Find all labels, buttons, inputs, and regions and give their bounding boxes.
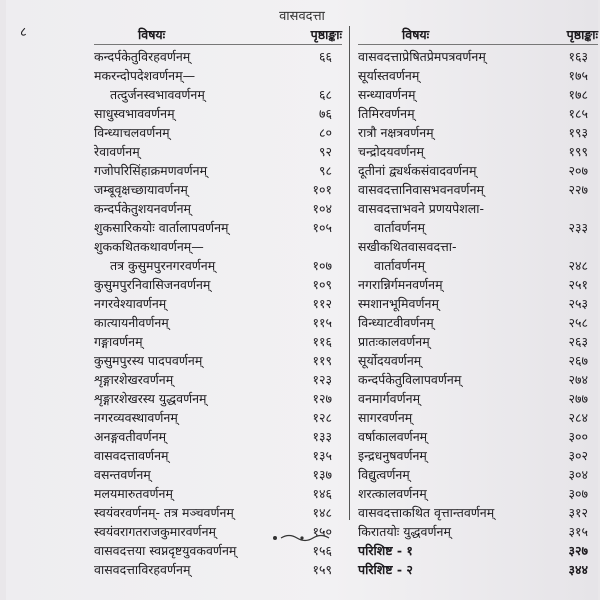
toc-entry-page: ३०७: [568, 486, 588, 501]
toc-entry-page: २०७: [568, 163, 588, 178]
toc-entry: [94, 408, 342, 427]
toc-entry: [94, 47, 342, 66]
toc-entry-page: १०१: [312, 182, 332, 197]
toc-entry: [94, 389, 342, 408]
toc-entry-page: २६७: [568, 353, 588, 368]
toc-entry-page: १७८: [568, 87, 588, 102]
toc-entry-title: नगरान्निर्गमनवर्णनम्: [358, 277, 443, 292]
toc-entry-title: नगरव्यवस्थावर्णनम्: [94, 410, 178, 425]
toc-entry: [94, 161, 342, 180]
toc-entry: [358, 199, 598, 218]
toc-entry-page: १५६: [312, 543, 332, 558]
toc-entry-page: २५८: [568, 315, 588, 330]
toc-entry-title: शुकसारिकयोः वार्तालापवर्णनम्: [94, 220, 229, 235]
toc-entry-title: परिशिष्ट - १: [358, 543, 413, 558]
toc-entry: [358, 66, 598, 85]
toc-entry: [358, 85, 598, 104]
toc-entry-title: तत्दुर्जनस्वभाववर्णनम्: [110, 87, 205, 102]
toc-entry: [94, 180, 342, 199]
toc-entry: [94, 275, 342, 294]
toc-entry-title: वनमार्गवर्णनम्: [358, 391, 421, 406]
toc-entry-page: ८०: [318, 125, 332, 140]
toc-entry: [94, 313, 342, 332]
toc-entry-page: १५०: [312, 524, 332, 539]
toc-entry-page: १०९: [312, 277, 332, 292]
toc-entry-page: १३७: [312, 467, 332, 482]
toc-entry-page: २५१: [568, 277, 588, 292]
toc-entry-title: कुसुमपुरस्य पादपवर्णनम्: [94, 353, 203, 368]
toc-entry-title: सूर्योदयवर्णनम्: [358, 353, 422, 368]
toc-entry-title: गङ्गावर्णनम्: [94, 334, 143, 349]
toc-entry: [94, 142, 342, 161]
toc-entry: [94, 104, 342, 123]
toc-entry-page: १४८: [312, 505, 332, 520]
toc-entry-title: विन्ध्याचलवर्णनम्: [94, 125, 170, 140]
toc-entry-title: स्मशानभूमिवर्णनम्: [358, 296, 439, 311]
toc-entry: [358, 104, 598, 123]
page-number: ८: [20, 25, 27, 40]
subject-heading: विषयः: [138, 27, 166, 42]
toc-entry-title: वार्तावर्णनम्: [374, 258, 425, 273]
subject-heading: विषयः: [402, 27, 430, 42]
toc-entry-page: ३४४: [568, 562, 588, 577]
toc-entry: [358, 123, 598, 142]
toc-entry: [94, 123, 342, 142]
toc-entry-title: विन्ध्याटवीवर्णनम्: [358, 315, 434, 330]
toc-entry-page: ११५: [312, 315, 332, 330]
running-header: वासवदत्ता: [279, 9, 325, 24]
toc-entry-page: १९९: [568, 144, 588, 159]
toc-entry-title: गजोपरिसिंहाक्रमणवर्णनम्: [94, 163, 208, 178]
toc-entry: [358, 142, 598, 161]
toc-entry-page: ६८: [318, 87, 332, 102]
toc-entry-title: रेवावर्णनम्: [94, 144, 140, 159]
toc-entry-title: इन्द्रधनुषवर्णनम्: [358, 448, 427, 463]
page-heading: पृष्ठाङ्काः: [566, 27, 598, 42]
toc-entry-page: ११२: [312, 296, 332, 311]
book-page: [6, 0, 598, 600]
left-column-header: [94, 26, 342, 45]
toc-entry-page: ६६: [318, 49, 332, 64]
toc-entry-title: वासवदत्तावर्णनम्: [94, 448, 169, 463]
toc-entry-title: सन्ध्यावर्णनम्: [358, 87, 416, 102]
toc-entry: [358, 294, 598, 313]
toc-entry: [94, 560, 342, 579]
toc-entry-title: कन्दर्पकेतुविरहवर्णनम्: [94, 49, 191, 64]
toc-entry: [358, 161, 598, 180]
toc-entry-title: अनङ्गवतीवर्णनम्: [94, 429, 167, 444]
left-toc-column: [94, 26, 342, 579]
column-divider: [349, 26, 350, 520]
toc-entry: [94, 294, 342, 313]
toc-entry: [358, 218, 598, 237]
toc-entry: [358, 446, 598, 465]
toc-entry-page: १६३: [568, 49, 588, 64]
toc-entry: [94, 85, 342, 104]
toc-entry: [94, 351, 342, 370]
ornament-divider: [6, 532, 598, 546]
toc-entry: [358, 370, 598, 389]
toc-entry: [358, 484, 598, 503]
toc-entry-title: तत्र कुसुमपुरनगरवर्णनम्: [110, 258, 216, 273]
toc-entry: [94, 370, 342, 389]
toc-entry-title: साधुस्वभाववर्णनम्: [94, 106, 175, 121]
toc-entry-page: २३३: [568, 220, 588, 235]
left-toc-rows: [94, 47, 342, 579]
toc-entry-title: दूतीनां द्व्यर्थकसंवादवर्णनम्: [358, 163, 477, 178]
toc-entry-page: ३१२: [568, 505, 588, 520]
toc-entry-title: शुककथितकथावर्णनम्—: [94, 239, 204, 254]
toc-entry: [94, 503, 342, 522]
toc-entry: [94, 332, 342, 351]
toc-entry: [94, 484, 342, 503]
toc-entry-page: ९८: [318, 163, 332, 178]
toc-entry: [94, 256, 342, 275]
toc-entry: [358, 275, 598, 294]
toc-entry: [358, 389, 598, 408]
toc-entry-page: ३०२: [568, 448, 588, 463]
toc-entry-title: किरातयोः युद्धवर्णनम्: [358, 524, 451, 539]
toc-entry-page: २५३: [568, 296, 588, 311]
toc-entry-title: मलयमारुतवर्णनम्: [94, 486, 173, 501]
toc-entry-page: ३२७: [568, 543, 588, 558]
toc-entry-page: ३१५: [568, 524, 588, 539]
toc-entry-title: सखीकथितवासवदत्ता-: [358, 239, 457, 254]
toc-entry: [358, 332, 598, 351]
toc-entry-page: २६३: [568, 334, 588, 349]
toc-entry-title: कात्यायनीवर्णनम्: [94, 315, 169, 330]
toc-entry-page: १०४: [312, 201, 332, 216]
toc-entry-page: ९२: [318, 144, 332, 159]
toc-entry-page: १२३: [312, 372, 332, 387]
toc-entry: [94, 237, 342, 256]
toc-entry-page: ११९: [312, 353, 332, 368]
toc-entry-title: वासवदत्तया स्वप्नदृष्टयुवकवर्णनम्: [94, 543, 237, 558]
toc-entry-page: १९३: [568, 125, 588, 140]
toc-entry-page: १५९: [312, 562, 332, 577]
toc-entry: [94, 446, 342, 465]
toc-entry-title: मकरन्दोपदेशवर्णनम्—: [94, 68, 196, 83]
right-toc-rows: [358, 47, 598, 579]
toc-entry-title: प्रातःकालवर्णनम्: [358, 334, 430, 349]
toc-entry-page: १०७: [312, 258, 332, 273]
toc-entry-title: नगरवेश्यावर्णनम्: [94, 296, 167, 311]
toc-entry-page: १७५: [568, 68, 588, 83]
toc-entry-title: वासवदत्ताप्रेषितप्रेमपत्रवर्णनम्: [358, 49, 486, 64]
toc-entry: [94, 465, 342, 484]
toc-entry-title: सूर्यास्तवर्णनम्: [358, 68, 420, 83]
toc-entry-page: २७७: [568, 391, 588, 406]
toc-entry: [94, 199, 342, 218]
toc-entry: [94, 218, 342, 237]
toc-entry-title: शृङ्गारशेखरस्य युद्धवर्णनम्: [94, 391, 207, 406]
toc-entry-page: १४६: [312, 486, 332, 501]
toc-entry-title: विद्युत्वर्णनम्: [358, 467, 410, 482]
toc-entry: [358, 256, 598, 275]
page-heading: पृष्ठाङ्काः: [310, 27, 342, 42]
toc-entry-page: १०५: [312, 220, 332, 235]
right-toc-column: [358, 26, 598, 579]
toc-entry-title: जम्बूवृक्षच्छायावर्णनम्: [94, 182, 188, 197]
toc-entry-title: शरत्कालवर्णनम्: [358, 486, 427, 501]
toc-entry-title: कन्दर्पकेतुविलापवर्णनम्: [358, 372, 462, 387]
toc-entry: [94, 66, 342, 85]
toc-entry-title: वासवदत्तानिवासभवनवर्णनम्: [358, 182, 484, 197]
toc-entry-page: २४८: [568, 258, 588, 273]
toc-entry-title: स्वयंवरवर्णनम्- तत्र मञ्चवर्णनम्: [94, 505, 234, 520]
toc-entry-title: स्वयंवरागतराजकुमारवर्णनम्: [94, 524, 216, 539]
right-column-header: [358, 26, 598, 45]
toc-entry: [358, 465, 598, 484]
toc-entry-title: वासवदत्ताविरहवर्णनम्: [94, 562, 191, 577]
toc-entry-title: वसन्तवर्णनम्: [94, 467, 151, 482]
toc-entry-title: सागरवर्णनम्: [358, 410, 413, 425]
toc-entry: [358, 180, 598, 199]
toc-entry: [358, 503, 598, 522]
toc-entry-title: वासवदत्ताकथित वृत्तान्तवर्णनम्: [358, 505, 495, 520]
toc-entry: [358, 427, 598, 446]
toc-entry-page: २७४: [568, 372, 588, 387]
toc-entry: [358, 237, 598, 256]
toc-entry-title: कन्दर्पकेतुशयनवर्णनम्: [94, 201, 192, 216]
toc-entry-page: १३३: [312, 429, 332, 444]
toc-entry-title: वासवदत्ताभवने प्रणयपेशला-: [358, 201, 484, 216]
toc-entry: [358, 313, 598, 332]
toc-entry-page: १२७: [312, 391, 332, 406]
toc-entry-title: तिमिरवर्णनम्: [358, 106, 415, 121]
toc-entry-page: ३००: [568, 429, 588, 444]
toc-entry-page: ११६: [312, 334, 332, 349]
ornament-icon: [267, 533, 337, 543]
toc-entry: [358, 47, 598, 66]
toc-entry: [358, 560, 598, 579]
toc-entry-title: वार्तावर्णनम्: [374, 220, 425, 235]
toc-entry-title: कुसुमपुरनिवासिजनवर्णनम्: [94, 277, 211, 292]
toc-entry-page: १८५: [568, 106, 588, 121]
toc-entry-title: चन्द्रोदयवर्णनम्: [358, 144, 424, 159]
toc-entry-page: ३०४: [568, 467, 588, 482]
toc-entry-title: परिशिष्ट - २: [358, 562, 413, 577]
toc-entry-page: २८४: [568, 410, 588, 425]
toc-entry: [358, 351, 598, 370]
toc-entry-page: १२८: [312, 410, 332, 425]
toc-entry-title: वर्षाकालवर्णनम्: [358, 429, 428, 444]
toc-entry-page: २२७: [568, 182, 588, 197]
toc-entry-page: ७६: [318, 106, 332, 121]
toc-entry-title: रात्रौ नक्षत्रवर्णनम्: [358, 125, 434, 140]
toc-entry: [94, 427, 342, 446]
toc-entry-title: शृङ्गारशेखरवर्णनम्: [94, 372, 174, 387]
toc-entry: [358, 408, 598, 427]
toc-entry-page: १३५: [312, 448, 332, 463]
